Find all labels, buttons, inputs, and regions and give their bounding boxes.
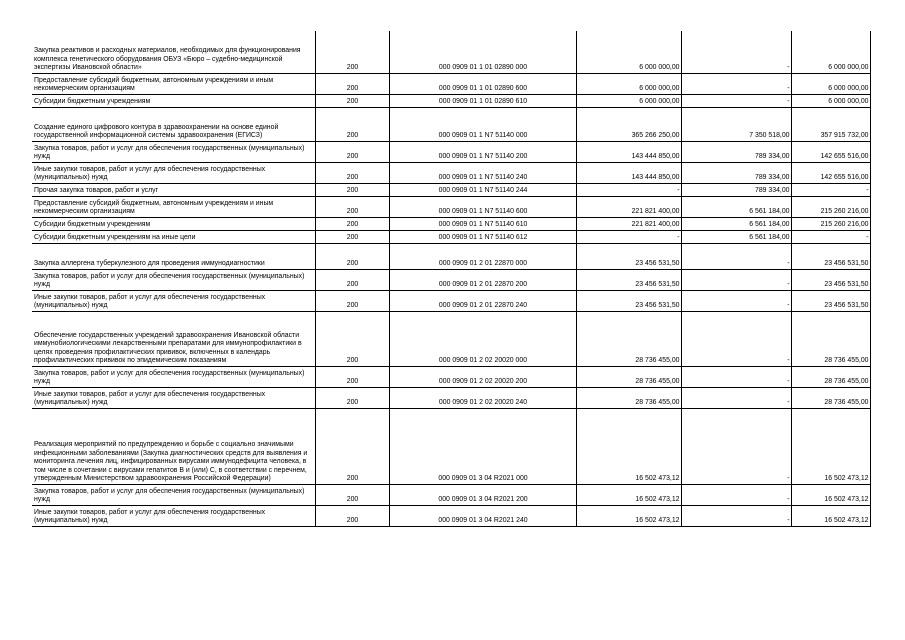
row-final-amount: 16 502 473,12	[791, 408, 870, 484]
table-row	[32, 290, 870, 311]
row-admin-code: 200	[315, 162, 389, 183]
row-approved-amount: 6 000 000,00	[576, 31, 681, 73]
row-final-amount: 142 655 516,00	[791, 162, 870, 183]
row-change-amount: -	[681, 73, 791, 94]
row-final-amount: 23 456 531,50	[791, 243, 870, 269]
row-admin-code: 200	[315, 31, 389, 73]
row-name: Иные закупки товаров, работ и услуг для обеспечения государственных (муниципальных) нужд	[32, 505, 315, 526]
row-classification-code: 000 0909 01 1 N7 51140 240	[389, 162, 576, 183]
row-approved-amount: 28 736 455,00	[576, 387, 681, 408]
row-name: Прочая закупка товаров, работ и услуг	[32, 183, 315, 196]
row-final-amount: 16 502 473,12	[791, 505, 870, 526]
table-row	[32, 94, 870, 107]
row-classification-code: 000 0909 01 1 N7 51140 200	[389, 141, 576, 162]
row-classification-code: 000 0909 01 1 N7 51140 600	[389, 196, 576, 217]
row-classification-code: 000 0909 01 2 01 22870 000	[389, 243, 576, 269]
row-final-amount: 6 000 000,00	[791, 73, 870, 94]
row-change-amount: -	[681, 484, 791, 505]
row-name: Закупка товаров, работ и услуг для обеспечения государственных (муниципальных) нужд	[32, 269, 315, 290]
row-classification-code: 000 0909 01 2 02 20020 200	[389, 366, 576, 387]
row-classification-code: 000 0909 01 1 N7 51140 000	[389, 107, 576, 141]
row-approved-amount: 28 736 455,00	[576, 366, 681, 387]
row-admin-code: 200	[315, 408, 389, 484]
row-approved-amount: 16 502 473,12	[576, 484, 681, 505]
row-admin-code: 200	[315, 387, 389, 408]
row-change-amount: -	[681, 311, 791, 366]
row-name: Закупка товаров, работ и услуг для обеспечения государственных (муниципальных) нужд	[32, 484, 315, 505]
row-classification-code: 000 0909 01 1 01 02890 600	[389, 73, 576, 94]
row-admin-code: 200	[315, 311, 389, 366]
row-change-amount: -	[681, 408, 791, 484]
row-name: Субсидии бюджетным учреждениям	[32, 94, 315, 107]
row-admin-code: 200	[315, 243, 389, 269]
row-name: Закупка товаров, работ и услуг для обеспечения государственных (муниципальных) нужд	[32, 366, 315, 387]
row-admin-code: 200	[315, 366, 389, 387]
row-name: Предоставление субсидий бюджетным, автономным учреждениям и иным некоммерческим организациям	[32, 196, 315, 217]
row-approved-amount: 23 456 531,50	[576, 243, 681, 269]
row-final-amount: 142 655 516,00	[791, 141, 870, 162]
row-change-amount: 7 350 518,00	[681, 107, 791, 141]
table-row	[32, 366, 870, 387]
row-final-amount: 28 736 455,00	[791, 366, 870, 387]
row-final-amount: 16 502 473,12	[791, 484, 870, 505]
row-approved-amount: 6 000 000,00	[576, 94, 681, 107]
row-classification-code: 000 0909 01 3 04 R2021 200	[389, 484, 576, 505]
row-approved-amount: 23 456 531,50	[576, 269, 681, 290]
row-admin-code: 200	[315, 290, 389, 311]
row-approved-amount: 143 444 850,00	[576, 141, 681, 162]
row-name: Иные закупки товаров, работ и услуг для обеспечения государственных (муниципальных) нужд	[32, 290, 315, 311]
row-admin-code: 200	[315, 217, 389, 230]
row-classification-code: 000 0909 01 1 N7 51140 244	[389, 183, 576, 196]
row-change-amount: 789 334,00	[681, 162, 791, 183]
table-row	[32, 311, 870, 366]
row-name: Иные закупки товаров, работ и услуг для обеспечения государственных (муниципальных) нужд	[32, 387, 315, 408]
row-change-amount: -	[681, 290, 791, 311]
row-name: Предоставление субсидий бюджетным, автономным учреждениям и иным некоммерческим организациям	[32, 73, 315, 94]
row-name: Закупка реактивов и расходных материалов, необходимых для функционирования комплекса генетического оборудования ОБУЗ «Бюро – судебно-медицинской экспертизы Ивановской области»	[32, 31, 315, 73]
row-admin-code: 200	[315, 484, 389, 505]
row-approved-amount: 28 736 455,00	[576, 311, 681, 366]
row-change-amount: -	[681, 387, 791, 408]
row-change-amount: -	[681, 505, 791, 526]
row-change-amount: 6 561 184,00	[681, 217, 791, 230]
row-admin-code: 200	[315, 141, 389, 162]
row-classification-code: 000 0909 01 3 04 R2021 000	[389, 408, 576, 484]
row-classification-code: 000 0909 01 2 02 20020 000	[389, 311, 576, 366]
row-final-amount: 28 736 455,00	[791, 311, 870, 366]
row-change-amount: -	[681, 269, 791, 290]
row-approved-amount: 23 456 531,50	[576, 290, 681, 311]
table-row	[32, 141, 870, 162]
row-admin-code: 200	[315, 94, 389, 107]
row-change-amount: 789 334,00	[681, 183, 791, 196]
table-row	[32, 243, 870, 269]
table-row	[32, 162, 870, 183]
table-row	[32, 107, 870, 141]
row-final-amount: 23 456 531,50	[791, 269, 870, 290]
table-row	[32, 183, 870, 196]
row-approved-amount: 143 444 850,00	[576, 162, 681, 183]
row-name: Обеспечение государственных учреждений здравоохранения Ивановской области иммунобиологическими лекарственными препаратами для иммунопрофилактики в целях проведения профилактических прививок, включенных в календарь профилактических прививок по эпидемическим показаниям	[32, 311, 315, 366]
row-final-amount: -	[791, 183, 870, 196]
table-row	[32, 217, 870, 230]
row-final-amount: -	[791, 230, 870, 243]
table-row	[32, 73, 870, 94]
row-change-amount: -	[681, 31, 791, 73]
row-approved-amount: -	[576, 183, 681, 196]
row-name: Субсидии бюджетным учреждениям	[32, 217, 315, 230]
row-final-amount: 6 000 000,00	[791, 31, 870, 73]
row-admin-code: 200	[315, 230, 389, 243]
row-name: Реализация мероприятий по предупреждению и борьбе с социально значимыми инфекционными заболеваниями (Закупка диагностических средств для выявления и мониторинга лечения лиц, инфицированных вирусами иммунодефицита человека, в том числе в сочетании с вирусами гепатитов B и (или) C, в соответствии с перечнем, утвержденным Министерством здравоохранения Российской Федерации)	[32, 408, 315, 484]
row-approved-amount: 16 502 473,12	[576, 408, 681, 484]
table-row	[32, 269, 870, 290]
row-final-amount: 215 260 216,00	[791, 217, 870, 230]
row-change-amount: 6 561 184,00	[681, 196, 791, 217]
row-name: Субсидии бюджетным учреждениям на иные цели	[32, 230, 315, 243]
table-row	[32, 230, 870, 243]
table-row	[32, 505, 870, 526]
row-approved-amount: 221 821 400,00	[576, 196, 681, 217]
row-name: Иные закупки товаров, работ и услуг для обеспечения государственных (муниципальных) нужд	[32, 162, 315, 183]
table-row	[32, 484, 870, 505]
budget-table-body	[32, 31, 870, 526]
row-change-amount: 789 334,00	[681, 141, 791, 162]
row-classification-code: 000 0909 01 1 01 02890 000	[389, 31, 576, 73]
row-change-amount: 6 561 184,00	[681, 230, 791, 243]
row-admin-code: 200	[315, 269, 389, 290]
table-row	[32, 387, 870, 408]
budget-table	[32, 31, 871, 527]
row-classification-code: 000 0909 01 2 01 22870 240	[389, 290, 576, 311]
row-classification-code: 000 0909 01 2 01 22870 200	[389, 269, 576, 290]
row-change-amount: -	[681, 366, 791, 387]
row-classification-code: 000 0909 01 2 02 20020 240	[389, 387, 576, 408]
row-final-amount: 6 000 000,00	[791, 94, 870, 107]
row-admin-code: 200	[315, 196, 389, 217]
row-final-amount: 23 456 531,50	[791, 290, 870, 311]
row-change-amount: -	[681, 243, 791, 269]
row-classification-code: 000 0909 01 1 N7 51140 610	[389, 217, 576, 230]
row-final-amount: 357 915 732,00	[791, 107, 870, 141]
row-name: Создание единого цифрового контура в здравоохранении на основе единой государственной информационной системы здравоохранения (ЕГИСЗ)	[32, 107, 315, 141]
row-change-amount: -	[681, 94, 791, 107]
row-admin-code: 200	[315, 107, 389, 141]
row-admin-code: 200	[315, 73, 389, 94]
row-final-amount: 28 736 455,00	[791, 387, 870, 408]
row-approved-amount: 6 000 000,00	[576, 73, 681, 94]
row-approved-amount: 365 266 250,00	[576, 107, 681, 141]
row-approved-amount: -	[576, 230, 681, 243]
row-classification-code: 000 0909 01 1 N7 51140 612	[389, 230, 576, 243]
row-approved-amount: 16 502 473,12	[576, 505, 681, 526]
row-approved-amount: 221 821 400,00	[576, 217, 681, 230]
table-row	[32, 408, 870, 484]
row-admin-code: 200	[315, 505, 389, 526]
row-classification-code: 000 0909 01 3 04 R2021 240	[389, 505, 576, 526]
row-final-amount: 215 260 216,00	[791, 196, 870, 217]
table-row	[32, 196, 870, 217]
row-name: Закупка товаров, работ и услуг для обеспечения государственных (муниципальных) нужд	[32, 141, 315, 162]
row-classification-code: 000 0909 01 1 01 02890 610	[389, 94, 576, 107]
row-admin-code: 200	[315, 183, 389, 196]
table-row	[32, 31, 870, 73]
row-name: Закупка аллергена туберкулезного для проведения иммунодиагностики	[32, 243, 315, 269]
